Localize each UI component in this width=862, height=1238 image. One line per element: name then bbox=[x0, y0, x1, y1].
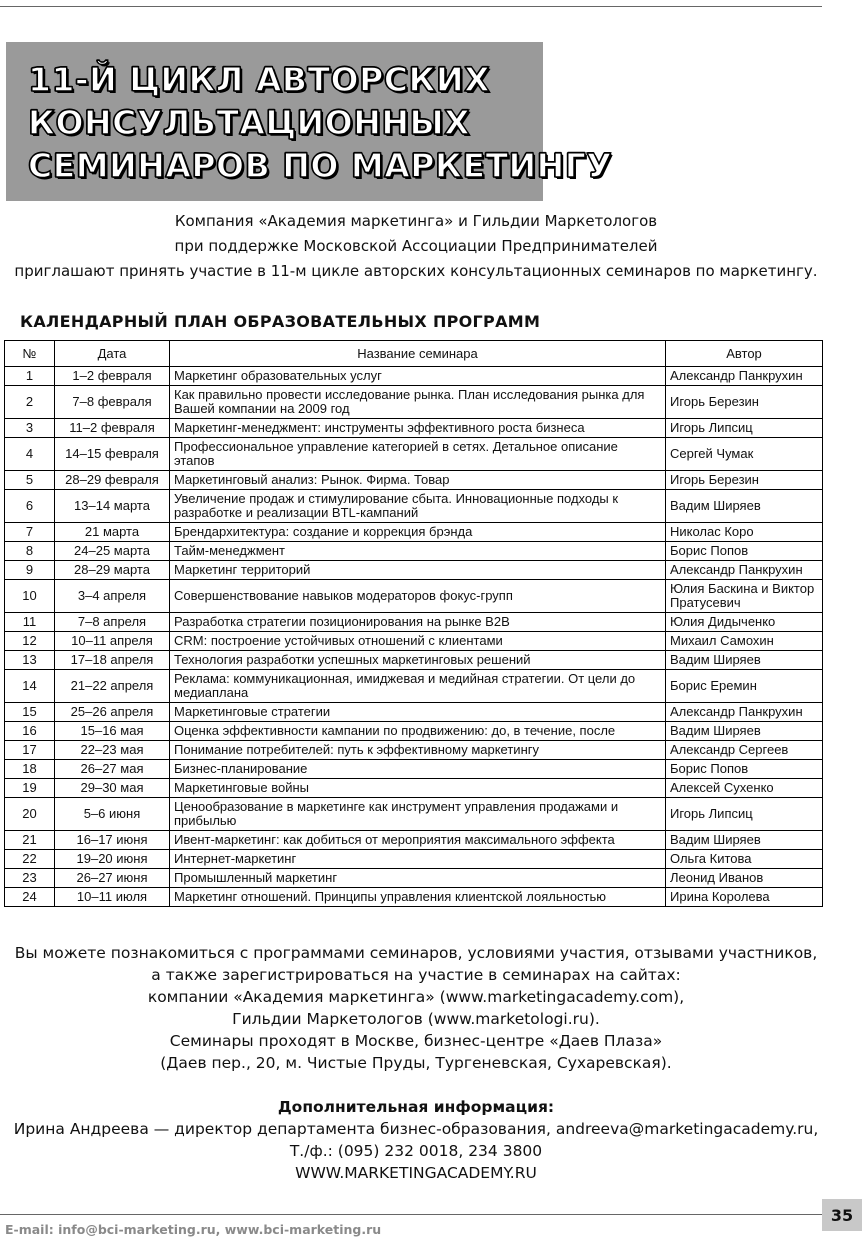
page-number: 35 bbox=[822, 1199, 862, 1231]
cell-number: 9 bbox=[5, 561, 55, 580]
cell-seminar-title: CRM: построение устойчивых отношений с клиентами bbox=[170, 632, 666, 651]
cell-number: 4 bbox=[5, 438, 55, 471]
outro-line-4: Гильдии Маркетологов (www.marketologi.ru). bbox=[232, 1010, 600, 1028]
cell-number: 7 bbox=[5, 523, 55, 542]
banner-line-1: 11-Й ЦИКЛ АВТОРСКИХ bbox=[28, 60, 491, 99]
cell-number: 23 bbox=[5, 869, 55, 888]
cell-date: 29–30 мая bbox=[55, 779, 170, 798]
table-row bbox=[5, 888, 823, 907]
header-seminar-title: Название семинара bbox=[170, 341, 666, 367]
cell-date: 22–23 мая bbox=[55, 741, 170, 760]
cell-seminar-title: Профессиональное управление категорией в сетях. Детальное описание этапов bbox=[170, 438, 666, 471]
cell-author: Вадим Ширяев bbox=[666, 490, 823, 523]
cell-number: 3 bbox=[5, 419, 55, 438]
cell-author: Игорь Березин bbox=[666, 386, 823, 419]
cell-seminar-title: Маркетинговые войны bbox=[170, 779, 666, 798]
header-author: Автор bbox=[666, 341, 823, 367]
table-row bbox=[5, 471, 823, 490]
cell-seminar-title: Тайм-менеджмент bbox=[170, 542, 666, 561]
cell-author: Борис Еремин bbox=[666, 670, 823, 703]
intro-line-2: при поддержке Московской Ассоциации Предпринимателей bbox=[174, 237, 658, 255]
table-row bbox=[5, 779, 823, 798]
outro-line-5: Семинары проходят в Москве, бизнес-центре «Даев Плаза» bbox=[169, 1032, 663, 1050]
cell-number: 22 bbox=[5, 850, 55, 869]
cell-number: 18 bbox=[5, 760, 55, 779]
section-title: КАЛЕНДАРНЫЙ ПЛАН ОБРАЗОВАТЕЛЬНЫХ ПРОГРАММ bbox=[20, 312, 541, 331]
cell-number: 2 bbox=[5, 386, 55, 419]
cell-seminar-title: Брендархитектура: создание и коррекция брэнда bbox=[170, 523, 666, 542]
intro-line-3: приглашают принять участие в 11-м цикле авторских консультационных семинаров по маркетингу. bbox=[14, 262, 818, 280]
cell-author: Вадим Ширяев bbox=[666, 722, 823, 741]
banner-line-2: КОНСУЛЬТАЦИОННЫХ bbox=[28, 103, 471, 142]
table-row bbox=[5, 670, 823, 703]
banner-line-3: СЕМИНАРОВ ПО МАРКЕТИНГУ bbox=[28, 146, 613, 185]
cell-date: 16–17 июня bbox=[55, 831, 170, 850]
table-row bbox=[5, 542, 823, 561]
table-row bbox=[5, 632, 823, 651]
cell-date: 21–22 апреля bbox=[55, 670, 170, 703]
cell-number: 21 bbox=[5, 831, 55, 850]
cell-date: 24–25 марта bbox=[55, 542, 170, 561]
cell-seminar-title: Бизнес-планирование bbox=[170, 760, 666, 779]
cell-number: 12 bbox=[5, 632, 55, 651]
outro-line-1: Вы можете познакомиться с программами семинаров, условиями участия, отзывами участников, bbox=[14, 944, 818, 962]
cell-number: 10 bbox=[5, 580, 55, 613]
table-row bbox=[5, 490, 823, 523]
table-row bbox=[5, 760, 823, 779]
cell-number: 11 bbox=[5, 613, 55, 632]
title-banner bbox=[6, 42, 613, 201]
cell-number: 8 bbox=[5, 542, 55, 561]
footer-contacts: E-mail: info@bci-marketing.ru, www.bci-marketing.ru bbox=[5, 1222, 382, 1237]
intro-line-1: Компания «Академия маркетинга» и Гильдии Маркетологов bbox=[174, 212, 658, 230]
table-header-row bbox=[5, 341, 823, 367]
cell-number: 17 bbox=[5, 741, 55, 760]
outro-line-6: (Даев пер., 20, м. Чистые Пруды, Тургеневская, Сухаревская). bbox=[160, 1054, 672, 1072]
cell-seminar-title: Промышленный маркетинг bbox=[170, 869, 666, 888]
cell-date: 13–14 марта bbox=[55, 490, 170, 523]
cell-author: Леонид Иванов bbox=[666, 869, 823, 888]
cell-seminar-title: Технология разработки успешных маркетинговых решений bbox=[170, 651, 666, 670]
bottom-rule bbox=[0, 1214, 822, 1215]
cell-author: Вадим Ширяев bbox=[666, 651, 823, 670]
cell-date: 21 марта bbox=[55, 523, 170, 542]
cell-seminar-title: Маркетинг образовательных услуг bbox=[170, 367, 666, 386]
cell-seminar-title: Ивент-маркетинг: как добиться от мероприятия максимального эффекта bbox=[170, 831, 666, 850]
cell-seminar-title: Оценка эффективности кампании по продвижению: до, в течение, после bbox=[170, 722, 666, 741]
cell-author: Игорь Липсиц bbox=[666, 798, 823, 831]
contact-line-1: Ирина Андреева — директор департамента бизнес-образования, andreeva@marketingacademy.ru, bbox=[13, 1120, 819, 1138]
cell-seminar-title: Интернет-маркетинг bbox=[170, 850, 666, 869]
header-date: Дата bbox=[55, 341, 170, 367]
cell-date: 14–15 февраля bbox=[55, 438, 170, 471]
cell-date: 7–8 апреля bbox=[55, 613, 170, 632]
table-row bbox=[5, 722, 823, 741]
cell-author: Ольга Китова bbox=[666, 850, 823, 869]
cell-seminar-title: Совершенствование навыков модераторов фокус-групп bbox=[170, 580, 666, 613]
cell-number: 13 bbox=[5, 651, 55, 670]
outro-line-3: компании «Академия маркетинга» (www.marketingacademy.com), bbox=[147, 988, 685, 1006]
table-row bbox=[5, 613, 823, 632]
cell-date: 3–4 апреля bbox=[55, 580, 170, 613]
cell-author: Игорь Липсиц bbox=[666, 419, 823, 438]
header-number: № bbox=[5, 341, 55, 367]
table-body bbox=[5, 367, 823, 907]
contact-line-2: Т./ф.: (095) 232 0018, 234 3800 bbox=[289, 1142, 543, 1160]
table-row bbox=[5, 651, 823, 670]
cell-author: Михаил Самохин bbox=[666, 632, 823, 651]
cell-number: 1 bbox=[5, 367, 55, 386]
cell-author: Александр Панкрухин bbox=[666, 703, 823, 722]
cell-seminar-title: Маркетинговый анализ: Рынок. Фирма. Товар bbox=[170, 471, 666, 490]
table-row bbox=[5, 438, 823, 471]
cell-date: 19–20 июня bbox=[55, 850, 170, 869]
contact-heading: Дополнительная информация: bbox=[277, 1098, 555, 1116]
table-row bbox=[5, 850, 823, 869]
cell-author: Юлия Дидыченко bbox=[666, 613, 823, 632]
table-row bbox=[5, 419, 823, 438]
table-row bbox=[5, 561, 823, 580]
cell-date: 28–29 февраля bbox=[55, 471, 170, 490]
cell-number: 6 bbox=[5, 490, 55, 523]
table-row bbox=[5, 367, 823, 386]
cell-seminar-title: Маркетинг территорий bbox=[170, 561, 666, 580]
cell-seminar-title: Маркетинг отношений. Принципы управления клиентской лояльностью bbox=[170, 888, 666, 907]
table-row bbox=[5, 386, 823, 419]
seminar-schedule-table bbox=[4, 340, 823, 907]
cell-seminar-title: Разработка стратегии позиционирования на рынке B2B bbox=[170, 613, 666, 632]
cell-date: 15–16 мая bbox=[55, 722, 170, 741]
cell-author: Николас Коро bbox=[666, 523, 823, 542]
cell-author: Игорь Березин bbox=[666, 471, 823, 490]
cell-number: 14 bbox=[5, 670, 55, 703]
cell-number: 24 bbox=[5, 888, 55, 907]
cell-number: 16 bbox=[5, 722, 55, 741]
cell-seminar-title: Понимание потребителей: путь к эффективному маркетингу bbox=[170, 741, 666, 760]
cell-author: Юлия Баскина и Виктор Пратусевич bbox=[666, 580, 823, 613]
table-row bbox=[5, 703, 823, 722]
cell-seminar-title: Маркетинговые стратегии bbox=[170, 703, 666, 722]
cell-author: Вадим Ширяев bbox=[666, 831, 823, 850]
cell-date: 10–11 июля bbox=[55, 888, 170, 907]
contact-website: WWW.MARKETINGACADEMY.RU bbox=[295, 1164, 537, 1182]
cell-number: 20 bbox=[5, 798, 55, 831]
cell-seminar-title: Ценообразование в маркетинге как инструмент управления продажами и прибылью bbox=[170, 798, 666, 831]
cell-seminar-title: Маркетинг-менеджмент: инструменты эффективного роста бизнеса bbox=[170, 419, 666, 438]
cell-author: Борис Попов bbox=[666, 542, 823, 561]
cell-author: Алексей Сухенко bbox=[666, 779, 823, 798]
table-row bbox=[5, 741, 823, 760]
table-row bbox=[5, 798, 823, 831]
top-rule bbox=[0, 6, 822, 7]
cell-author: Ирина Королева bbox=[666, 888, 823, 907]
cell-date: 25–26 апреля bbox=[55, 703, 170, 722]
cell-seminar-title: Как правильно провести исследование рынка. План исследования рынка для Вашей компании на 2009 год bbox=[170, 386, 666, 419]
cell-date: 10–11 апреля bbox=[55, 632, 170, 651]
table-row bbox=[5, 580, 823, 613]
cell-date: 26–27 июня bbox=[55, 869, 170, 888]
cell-seminar-title: Увеличение продаж и стимулирование сбыта. Инновационные подходы к разработке и реализации BTL-кампаний bbox=[170, 490, 666, 523]
table-row bbox=[5, 523, 823, 542]
cell-author: Александр Сергеев bbox=[666, 741, 823, 760]
cell-author: Сергей Чумак bbox=[666, 438, 823, 471]
cell-author: Александр Панкрухин bbox=[666, 561, 823, 580]
cell-date: 5–6 июня bbox=[55, 798, 170, 831]
outro-line-2: а также зарегистрироваться на участие в семинарах на сайтах: bbox=[151, 966, 681, 984]
cell-number: 15 bbox=[5, 703, 55, 722]
table-row bbox=[5, 869, 823, 888]
cell-seminar-title: Реклама: коммуникационная, имиджевая и медийная стратегии. От цели до медиаплана bbox=[170, 670, 666, 703]
table-row bbox=[5, 831, 823, 850]
cell-date: 1–2 февраля bbox=[55, 367, 170, 386]
cell-date: 26–27 мая bbox=[55, 760, 170, 779]
cell-date: 11–2 февраля bbox=[55, 419, 170, 438]
cell-author: Александр Панкрухин bbox=[666, 367, 823, 386]
cell-date: 17–18 апреля bbox=[55, 651, 170, 670]
cell-date: 28–29 марта bbox=[55, 561, 170, 580]
cell-date: 7–8 февраля bbox=[55, 386, 170, 419]
cell-number: 5 bbox=[5, 471, 55, 490]
cell-number: 19 bbox=[5, 779, 55, 798]
cell-author: Борис Попов bbox=[666, 760, 823, 779]
